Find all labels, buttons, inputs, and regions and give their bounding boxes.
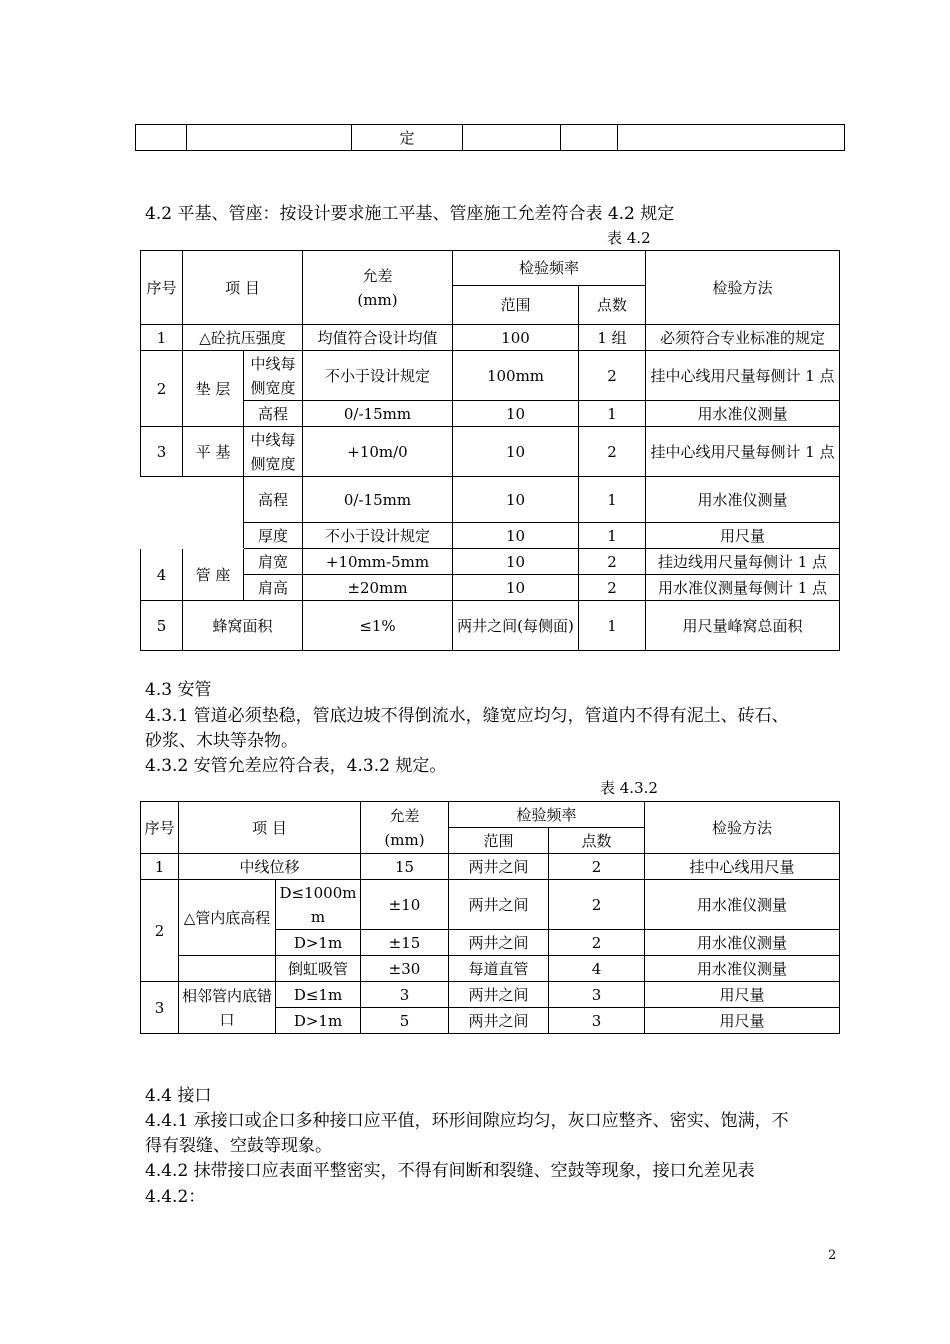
header-method: 检验方法 [646, 251, 840, 325]
section-4-4-title: 4.4 接口 [145, 1086, 212, 1106]
table-row: 高程 0/-15mm 10 1 用水准仪测量 [141, 477, 840, 523]
header-points: 点数 [549, 828, 645, 854]
table-row: D>1m 5 两井之间 3 用尺量 [141, 1008, 840, 1034]
paragraph: 4.4.1 承接口或企口多种接口应平值，环形间隙应均匀，灰口应整齐、密实、饱满，不 [145, 1111, 789, 1131]
table-row: 3 平 基 中线每侧宽度 +10m/0 10 2 挂中心线用尺量每侧计 1 点 [141, 427, 840, 477]
header-tolerance: 允差 (mm) [303, 251, 453, 325]
table-4-2-caption: 表 4.2 [607, 229, 651, 247]
paragraph: 得有裂缝、空鼓等现象。 [145, 1136, 332, 1156]
table-row: 4 管 座 肩宽 +10mm-5mm 10 2 挂边线用尺量每侧计 1 点 [141, 549, 840, 575]
table-row: 2 △管内底高程 D≤1000mm ±10 两井之间 2 用水准仪测量 [141, 880, 840, 930]
header-method: 检验方法 [645, 802, 840, 854]
header-tolerance: 允差 (mm) [361, 802, 449, 854]
paragraph: 4.4.2 抹带接口应表面平整密实，不得有间断和裂缝、空鼓等现象，接口允差见表 [145, 1161, 755, 1181]
header-item: 项 目 [179, 802, 361, 854]
table-row: 3 相邻管内底错口 D≤1m 3 两井之间 3 用尺量 [141, 982, 840, 1008]
table-row: 1 中线位移 15 两井之间 2 挂中心线用尺量 [141, 854, 840, 880]
page-number: 2 [828, 1248, 837, 1263]
table-row: 5 蜂窝面积 ≤1% 两井之间(每侧面) 1 用尺量峰窝总面积 [141, 601, 840, 651]
header-frequency: 检验频率 [453, 251, 646, 286]
table-row: 肩高 ±20mm 10 2 用水准仪测量每侧计 1 点 [141, 575, 840, 601]
section-4-3-title: 4.3 安管 [145, 680, 212, 700]
table-row: 高程 0/-15mm 10 1 用水准仪测量 [141, 401, 840, 427]
table-row: 倒虹吸管 ±30 每道直管 4 用水准仪测量 [141, 956, 840, 982]
paragraph: 4.4.2： [145, 1187, 206, 1207]
table-row: 1 △砼抗压强度 均值符合设计均值 100 1 组 必须符合专业标准的规定 [141, 325, 840, 351]
header-no: 序号 [141, 802, 179, 854]
header-points: 点数 [579, 286, 646, 325]
table-4-2 [140, 250, 840, 651]
table-row: 厚度 不小于设计规定 10 1 用尺量 [141, 523, 840, 549]
table-4-3-2 [140, 801, 840, 1034]
header-item: 项 目 [183, 251, 303, 325]
table-4-3-2-caption: 表 4.3.2 [600, 779, 658, 797]
table-row: 2 垫 层 中线每侧宽度 不小于设计规定 100mm 2 挂中心线用尺量每侧计 1 点 [141, 351, 840, 401]
paragraph: 4.3.2 安管允差应符合表，4.3.2 规定。 [145, 756, 447, 776]
header-range: 范围 [453, 286, 579, 325]
header-frequency: 检验频率 [449, 802, 645, 828]
table-row: D>1m ±15 两井之间 2 用水准仪测量 [141, 930, 840, 956]
top-table-fragment [135, 124, 845, 151]
table-cell: 定 [352, 125, 463, 151]
paragraph: 4.3.1 管道必须垫稳，管底边坡不得倒流水，缝宽应均匀，管道内不得有泥土、砖石、 [145, 706, 789, 726]
header-range: 范围 [449, 828, 549, 854]
paragraph: 砂浆、木块等杂物。 [145, 731, 298, 751]
section-4-2-heading: 4.2 平基、管座：按设计要求施工平基、管座施工允差符合表 4.2 规定 [145, 204, 675, 224]
header-no: 序号 [141, 251, 183, 325]
